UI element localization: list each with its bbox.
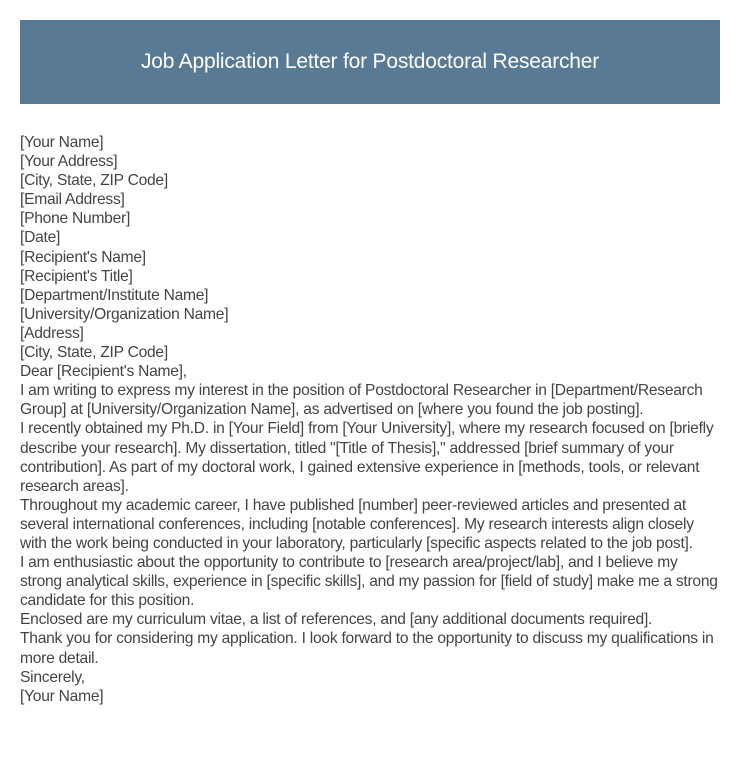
title-banner <box>20 20 720 104</box>
salutation: Dear [Recipient's Name], <box>20 363 187 381</box>
recipient-name: [Recipient's Name] <box>20 248 146 266</box>
paragraph-motivation: I am enthusiastic about the opportunity to contribute to [research area/project/lab], and I believe my strong analytical skills, experience in [specific skills], and my passion for [field of study] make me a strong candidate for this position. <box>20 554 718 610</box>
sender-block <box>20 133 720 228</box>
sender-address: [Your Address] <box>20 153 118 171</box>
signature: [Your Name] <box>20 687 104 705</box>
recipient-city-state-zip: [City, State, ZIP Code] <box>20 344 168 362</box>
recipient-address: [Address] <box>20 324 84 342</box>
recipient-title: [Recipient's Title] <box>20 267 133 285</box>
sender-email: [Email Address] <box>20 191 125 209</box>
recipient-organization: [University/Organization Name] <box>20 305 229 323</box>
page-title: Job Application Letter for Postdoctoral Researcher <box>140 50 600 73</box>
sender-name: [Your Name] <box>20 134 104 151</box>
closing: Sincerely, <box>20 668 85 686</box>
recipient-department: [Department/Institute Name] <box>20 286 209 304</box>
paragraph-enclosures: Enclosed are my curriculum vitae, a list of references, and [any additional documents required]. <box>20 611 653 629</box>
paragraph-education: I recently obtained my Ph.D. in [Your Field] from [Your University], where my research focused on [briefly describe your research]. My dissertation, titled "[Title of Thesis]," addressed [brief summary of your contribution]. As part of my doctoral work, I gained extensive experience in [methods, tools, or relevant research areas]. <box>20 420 714 495</box>
sender-phone: [Phone Number] <box>20 210 131 228</box>
paragraph-thanks: Thank you for considering my application. I look forward to the opportunity to discuss my qualifications in more detail. <box>20 630 714 667</box>
paragraph-intro: I am writing to express my interest in the position of Postdoctoral Researcher in [Department/Research Group] at [University/Organization Name], as advertised on [where you found the job posting]. <box>20 382 703 419</box>
paragraph-publications: Throughout my academic career, I have published [number] peer-reviewed articles and presented at several international conferences, including [notable conferences]. My research interests align closely with the work being conducted in your laboratory, particularly [specific aspects related to the job post]. <box>20 496 694 552</box>
recipient-block <box>20 248 720 363</box>
letter-date: [Date] <box>20 229 61 247</box>
sender-city-state-zip: [City, State, ZIP Code] <box>20 172 168 190</box>
letter-body <box>20 133 720 706</box>
